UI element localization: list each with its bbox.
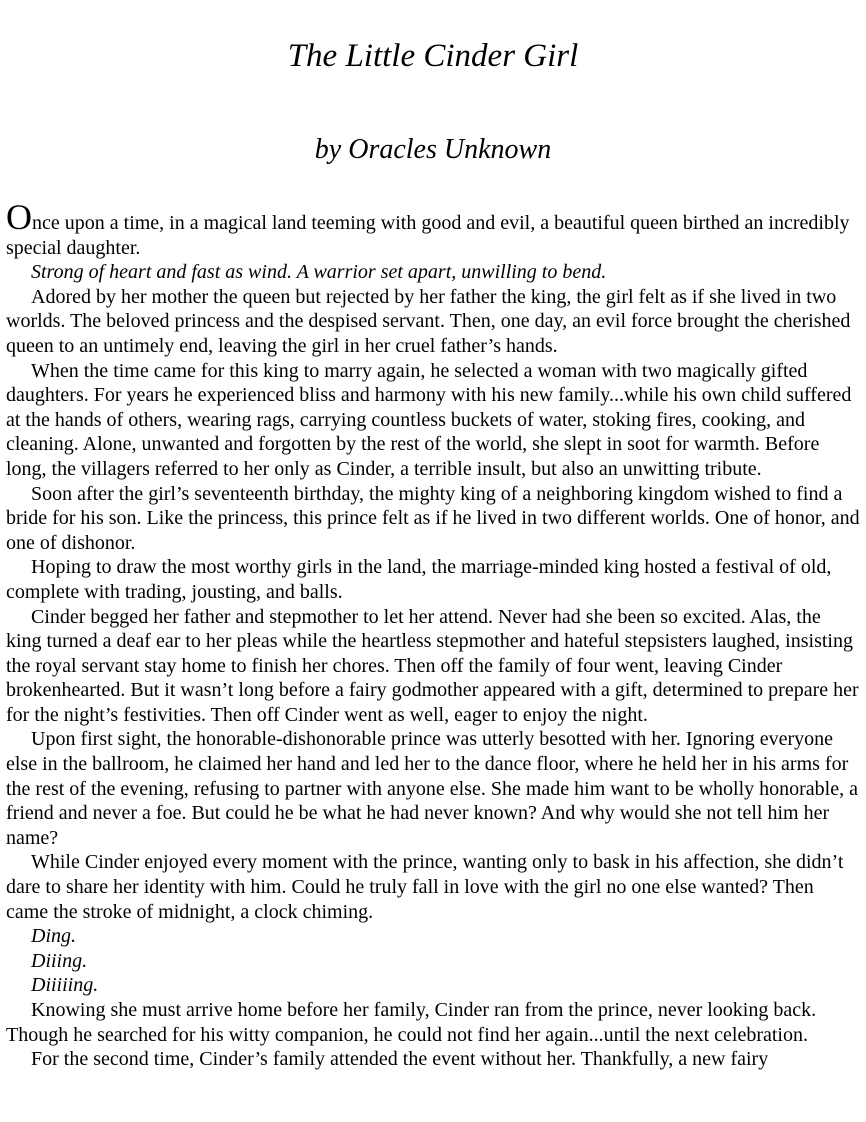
story-paragraph: Hoping to draw the most worthy girls in the land, the marriage-minded king hosted a festival of old, complete with trading, jousting, and balls. [6,556,832,603]
story-paragraph: While Cinder enjoyed every moment with the prince, wanting only to bask in his affection, she didn’t dare to share her identity with him. Could he truly fall in love with the girl no one else wanted? Then came the stroke of midnight, a clock chiming. [6,851,844,923]
story-paragraph: Soon after the girl’s seventeenth birthday, the mighty king of a neighboring kingdom wished to find a bride for his son. Like the princess, this prince felt as if he lived in two different worlds. One of honor, and one of dishonor. [6,482,860,554]
story-paragraph: Adored by her mother the queen but rejected by her father the king, the girl felt as if she lived in two worlds. The beloved princess and the despised servant. Then, one day, an evil force brought the cherished queen to an untimely end, leaving the girl in her cruel father’s hands. [6,285,851,357]
story-paragraph: Cinder begged her father and stepmother to let her attend. Never had she been so excited. Alas, the king turned a deaf ear to her pleas while the heartless stepmother and hateful stepsisters laughed, insisting the royal servant stay home to finish her chores. Then off the family of four went, leaving Cinder brokenhearted. But it wasn’t long before a fairy godmother appeared with a gift, determined to prepare her for the night’s festivities. Then off Cinder went as well, eager to enjoy the night. [6,605,859,726]
story-paragraph: Knowing she must arrive home before her family, Cinder ran from the prince, never looking back. Though he searched for his witty companion, he could not find her again...until the next celebration. [6,999,817,1046]
opening-paragraph-text: nce upon a time, in a magical land teeming with good and evil, a beautiful queen birthed an incredibly special daughter. [6,212,850,259]
prophecy-line: Strong of heart and fast as wind. A warrior set apart, unwilling to bend. [31,261,607,284]
story-byline: by Oracles Unknown [314,134,552,165]
story-paragraph: For the second time, Cinder’s family attended the event without her. Thankfully, a new fairy [31,1048,769,1071]
story-paragraph: When the time came for this king to marry again, he selected a woman with two magically gifted daughters. For years he experienced bliss and harmony with his new family...while his own child suffered at the hands of others, wearing rags, carrying countless buckets of water, stoking fires, cooking, and cleaning. Alone, unwanted and forgotten by the rest of the world, she slept in soot for warmth. Before long, the villagers referred to her only as Cinder, a terrible insult, but also an unwitting tribute. [6,359,852,480]
story-title: The Little Cinder Girl [287,38,579,74]
opening-paragraph [6,197,860,260]
chime-line: Diiiiing. [31,974,99,997]
chime-line: Diiing. [31,949,88,972]
story-paragraph: Upon first sight, the honorable-dishonorable prince was utterly besotted with her. Ignoring everyone else in the ballroom, he claimed her hand and led her to the dance floor, where he held her in his arms for the rest of the evening, refusing to partner with anyone else. She made him want to be wholly honorable, a friend and never a foe. But could he be what he had never known? And why would she not tell him her name? [6,728,858,849]
drop-cap: O [6,197,32,237]
story-body [0,197,866,1072]
chime-line: Ding. [31,925,76,948]
